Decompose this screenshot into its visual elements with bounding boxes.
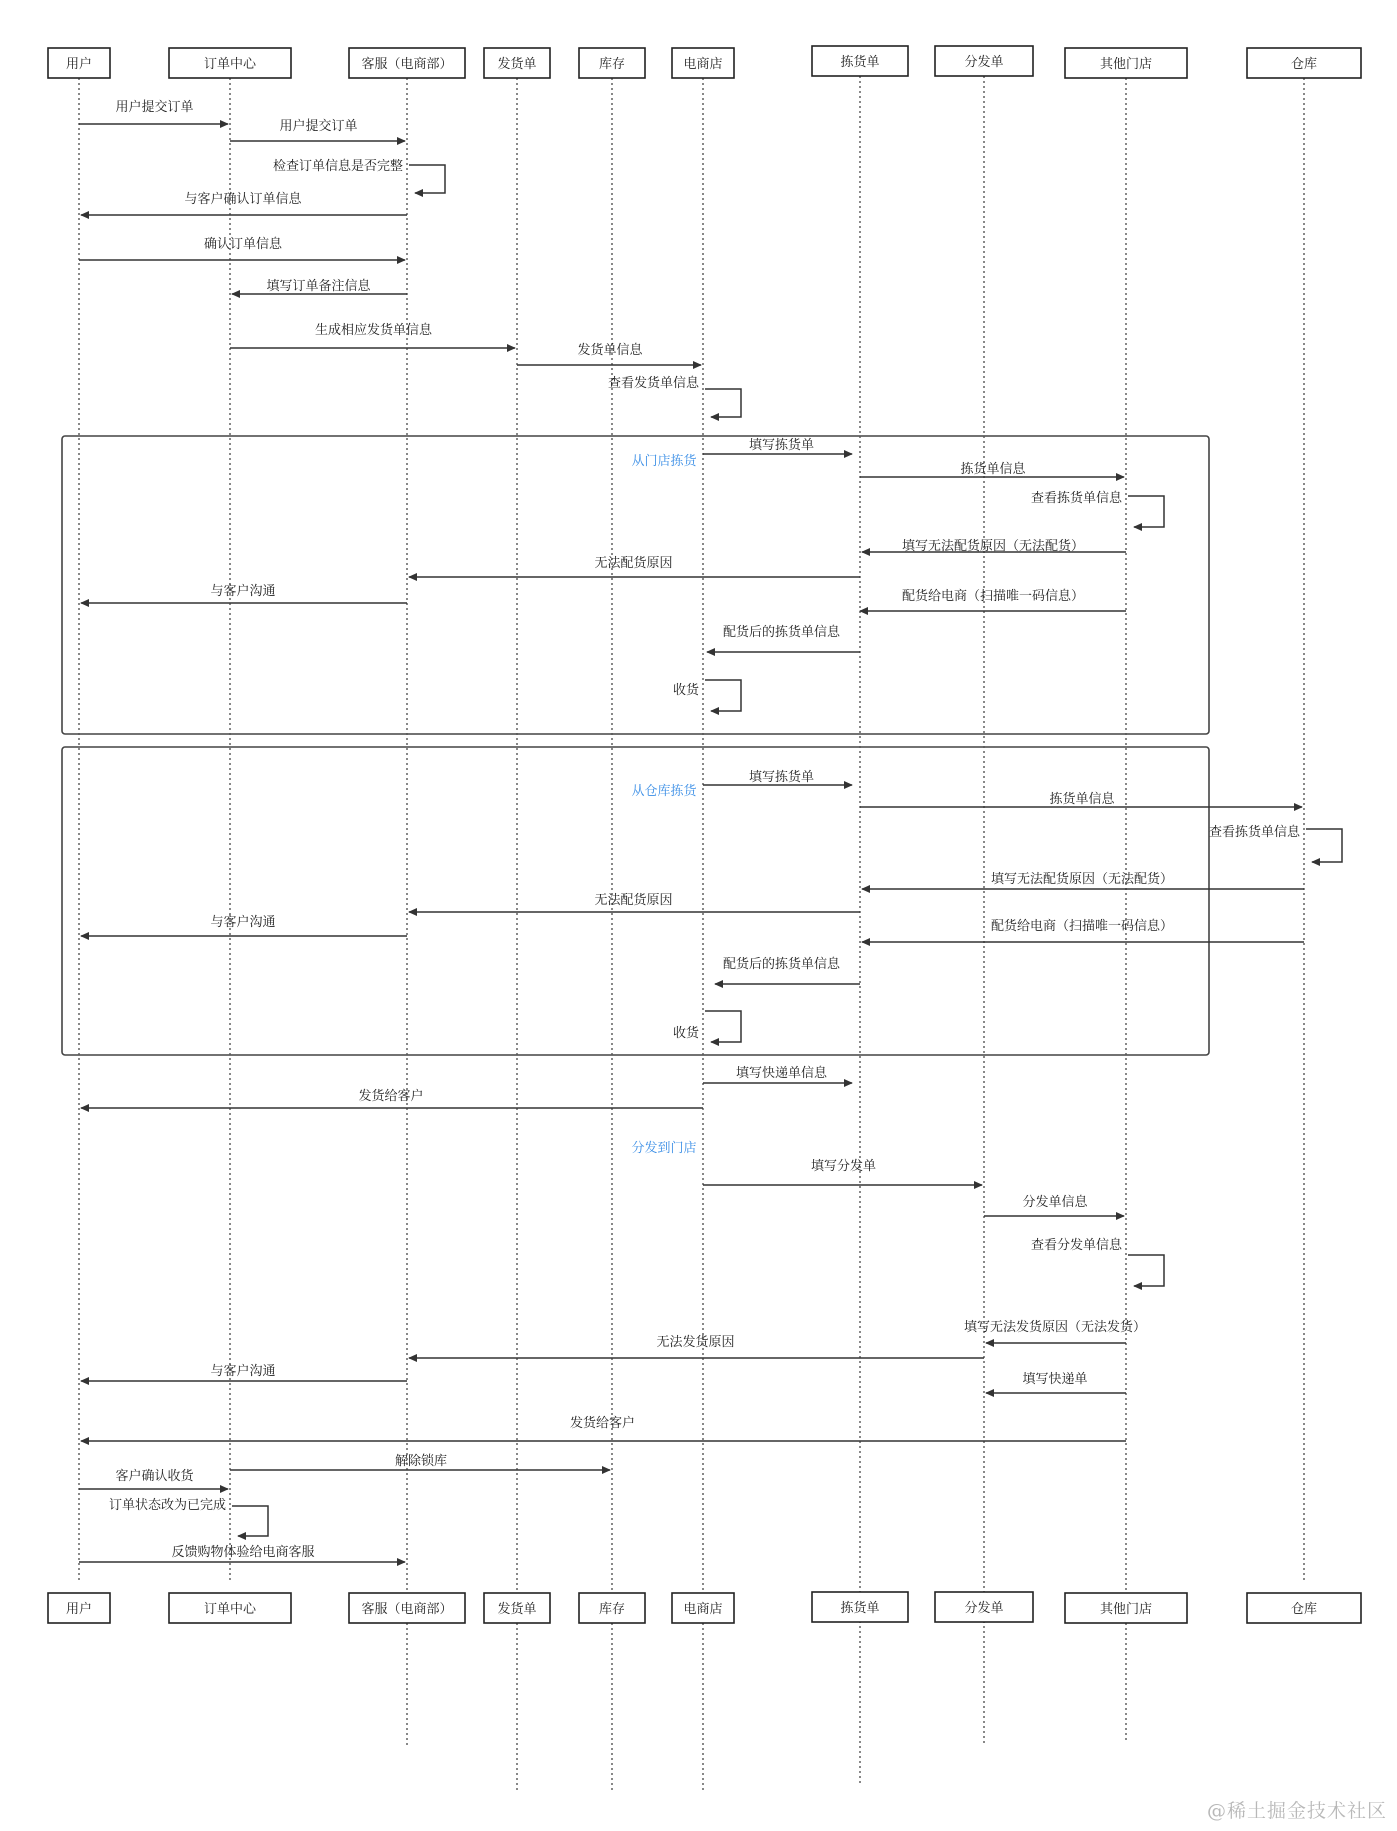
self-message-arrow — [705, 389, 741, 417]
message-label: 填写无法配货原因（无法配货） — [990, 872, 1174, 887]
participant-label: 客服（电商部） — [361, 57, 453, 72]
participant-cs-top — [349, 48, 465, 78]
self-message-arrow — [1128, 1255, 1164, 1286]
message-label: 拣货单信息 — [960, 462, 1026, 477]
participant-dist-top — [935, 46, 1033, 76]
message-label: 确认订单信息 — [203, 237, 283, 252]
participant-other-bottom — [1065, 1593, 1187, 1623]
message-label: 收货 — [672, 1026, 699, 1041]
participant-label: 订单中心 — [203, 57, 257, 72]
participant-label: 客服（电商部） — [361, 1602, 453, 1617]
message-label: 无法配货原因 — [594, 893, 673, 908]
message-label: 填写无法发货原因（无法发货） — [963, 1320, 1147, 1335]
watermark-text: @稀土掘金技术社区 — [1206, 1800, 1387, 1822]
message-40 — [232, 1506, 268, 1536]
self-message-arrow — [232, 1506, 268, 1536]
message-label: 填写快递单信息 — [735, 1066, 828, 1081]
message-label: 与客户确认订单信息 — [184, 192, 302, 207]
frame-label-warehouse-pick: 从仓库拣货 — [631, 784, 697, 799]
message-label: 客户确认收货 — [115, 1469, 194, 1484]
message-label: 分发单信息 — [1022, 1195, 1088, 1210]
message-12 — [1128, 496, 1164, 527]
participant-dist-bottom — [935, 1592, 1033, 1622]
message-label: 查看发货单信息 — [607, 376, 699, 391]
participant-other-top — [1065, 48, 1187, 78]
participant-label: 其他门店 — [1099, 57, 1153, 72]
message-label: 配货后的拣货单信息 — [722, 957, 841, 972]
participant-label: 订单中心 — [203, 1602, 257, 1617]
participant-estore-top — [672, 48, 734, 78]
message-label: 发货给客户 — [569, 1416, 636, 1431]
participant-pick-bottom — [812, 1592, 908, 1622]
participant-label: 发货单 — [497, 1602, 537, 1617]
message-27 — [705, 1011, 741, 1042]
participant-cs-bottom — [349, 1593, 465, 1623]
message-label: 用户提交订单 — [115, 100, 194, 115]
message-9 — [705, 389, 741, 417]
message-label: 查看拣货单信息 — [1208, 825, 1300, 840]
message-label: 查看分发单信息 — [1030, 1238, 1122, 1253]
message-label: 填写分发单 — [810, 1159, 877, 1174]
message-label: 收货 — [672, 683, 699, 698]
message-label: 生成相应发货单信息 — [314, 323, 433, 338]
participant-label: 仓库 — [1290, 1602, 1318, 1617]
self-message-arrow — [1306, 829, 1342, 862]
note-dist-note: 分发到门店 — [631, 1141, 697, 1156]
frame-label-store-pick: 从门店拣货 — [631, 454, 697, 469]
message-label: 配货给电商（扫描唯一码信息） — [901, 589, 1085, 604]
participant-label: 电商店 — [683, 1602, 723, 1617]
participant-pick-top — [812, 46, 908, 76]
participant-order-bottom — [169, 1593, 291, 1623]
participant-label: 发货单 — [497, 57, 537, 72]
message-label: 与客户沟通 — [210, 584, 276, 599]
message-21 — [1306, 829, 1342, 862]
participant-label: 拣货单 — [840, 55, 880, 70]
message-label: 发货单信息 — [577, 343, 643, 358]
participant-label: 其他门店 — [1099, 1602, 1153, 1617]
message-label: 与客户沟通 — [210, 1364, 276, 1379]
self-message-arrow — [705, 680, 741, 711]
message-label: 无法配货原因 — [594, 556, 673, 571]
participant-label: 仓库 — [1290, 57, 1318, 72]
participant-stock-bottom — [579, 1593, 645, 1623]
participant-label: 分发单 — [964, 1601, 1004, 1616]
message-label: 拣货单信息 — [1049, 792, 1115, 807]
participant-label: 拣货单 — [840, 1601, 880, 1616]
participant-label: 用户 — [65, 57, 93, 72]
participant-label: 库存 — [598, 57, 626, 72]
self-message-arrow — [705, 1011, 741, 1042]
self-message-arrow — [409, 165, 445, 193]
participant-wh-top — [1247, 48, 1361, 78]
message-label: 检查订单信息是否完整 — [272, 159, 403, 174]
participant-ship-bottom — [484, 1593, 550, 1623]
participant-user-bottom — [48, 1593, 110, 1623]
message-label: 配货后的拣货单信息 — [722, 625, 841, 640]
message-label: 用户提交订单 — [279, 119, 358, 134]
message-label: 填写订单备注信息 — [266, 279, 371, 294]
message-18 — [705, 680, 741, 711]
message-label: 与客户沟通 — [210, 915, 276, 930]
participant-ship-top — [484, 48, 550, 78]
participant-order-top — [169, 48, 291, 78]
message-3 — [409, 165, 445, 193]
message-label: 填写拣货单 — [748, 770, 815, 785]
participant-label: 分发单 — [964, 55, 1004, 70]
message-label: 填写快递单 — [1022, 1372, 1088, 1387]
message-label: 查看拣货单信息 — [1030, 491, 1122, 506]
message-label: 无法发货原因 — [656, 1335, 735, 1350]
message-label: 反馈购物体验给电商客服 — [171, 1545, 315, 1560]
participant-label: 用户 — [65, 1602, 93, 1617]
message-label: 发货给客户 — [358, 1089, 424, 1104]
participant-label: 电商店 — [683, 57, 723, 72]
participant-label: 库存 — [598, 1602, 626, 1617]
message-label: 配货给电商（扫描唯一码信息） — [990, 919, 1174, 934]
message-32 — [1128, 1255, 1164, 1286]
message-label: 解除锁库 — [394, 1454, 448, 1469]
participant-user-top — [48, 48, 110, 78]
message-label: 填写拣货单 — [748, 438, 815, 453]
participant-wh-bottom — [1247, 1593, 1361, 1623]
participant-stock-top — [579, 48, 645, 78]
self-message-arrow — [1128, 496, 1164, 527]
message-label: 填写无法配货原因（无法配货） — [901, 539, 1085, 554]
participant-estore-bottom — [672, 1593, 734, 1623]
message-label: 订单状态改为已完成 — [108, 1498, 226, 1513]
